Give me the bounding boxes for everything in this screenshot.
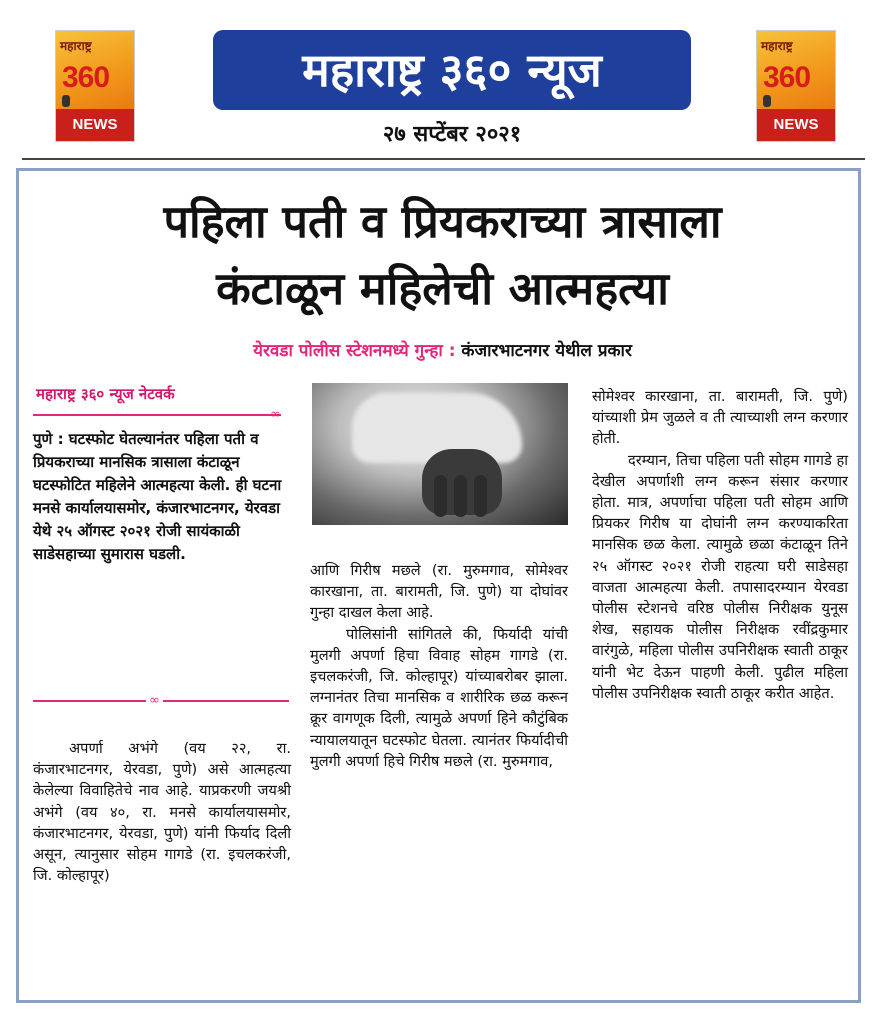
logo-number: 360 — [763, 61, 811, 94]
microphone-icon — [763, 95, 771, 107]
article-lead: पुणे : घटस्फोट घेतल्यानंतर पहिला पती व प्रियकराच्या मानसिक त्रासाला कंटाळून घटस्फोटित महिलेने आत्महत्या केली. ही घटना मनसे कार्यालयासमोर, कंजारभाटनगर, येरवडा येथे २५ ऑगस्ट २०२१ रोजी सायंकाळी साडेसहाच्या सुमारास घडली. — [33, 430, 282, 563]
article-byline: महाराष्ट्र ३६० न्यूज नेटवर्क — [36, 385, 175, 403]
photo-finger-shape — [454, 475, 467, 517]
logo-news-label: NEWS — [56, 109, 134, 141]
brand-logo-left — [55, 30, 135, 142]
logo-news-label: NEWS — [757, 109, 835, 141]
ornament-icon: ∞ — [146, 694, 163, 707]
body-paragraph: पोलिसांनी सांगितले की, फिर्यादी यांची मुलगी अपर्णा हिचा विवाह सोहम गागडे (रा. इचलकरंजी, जि. कोल्हापूर) यांच्याबरोबर झाला. लग्नानंतर तिचा मानसिक व शारीरिक छळ करून क्रूर वागणूक दिली, त्यामुळे अपर्णा हिने कौटुंबिक न्यायालयातून घटस्फोट घेतला. त्यानंतर फिर्यादीची मुलगी अपर्णा हिचे गिरीष मछले (रा. मुरुमगाव, — [310, 625, 568, 770]
photo-finger-shape — [434, 475, 447, 517]
brand-logo-right — [756, 30, 836, 142]
column-1-body — [33, 738, 291, 886]
headline-line-2: कंटाळून महिलेची आत्महत्या — [216, 262, 669, 315]
headline-line-1: पहिला पती व प्रियकराच्या त्रासाला — [163, 195, 722, 248]
masthead-divider — [22, 158, 865, 160]
logo-number: 360 — [62, 61, 110, 94]
body-paragraph: सोमेश्वर कारखाना, ता. बारामती, जि. पुणे) यांच्याशी प्रेम जुळले व ती त्याच्याशी लग्न करणार होती. — [592, 388, 848, 448]
column-2-body — [310, 560, 568, 772]
logo-state-label: महाराष्ट्र — [60, 39, 92, 53]
masthead-title: महाराष्ट्र ३६० न्यूज — [213, 30, 691, 110]
body-paragraph: आणि गिरीष मछले (रा. मुरुमगाव, सोमेश्वर कारखाना, ता. बारामती, जि. पुणे) या दोघांवर गुन्हा दाखल केला आहे. — [310, 562, 568, 622]
photo-finger-shape — [474, 475, 487, 517]
article-photo — [312, 383, 568, 525]
subhead-highlight: येरवडा पोलीस स्टेशनमध्ये गुन्हा : — [253, 341, 456, 361]
ornament-icon: ∞ — [270, 407, 281, 422]
article-headline — [20, 188, 865, 322]
body-paragraph: अपर्णा अभंगे (वय २२, रा. कंजारभाटनगर, येरवडा, पुणे) असे आत्महत्या केलेल्या विवाहितेचे नाव आहे. याप्रकरणी जयश्री अभंगे (वय ४०, रा. मनसे कार्यालयासमोर, कंजारभाटनगर, येरवडा, पुणे) यांनी फिर्याद दिली असून, त्यानुसार सोहम गागडे (रा. इचलकरंजी, जि. कोल्हापूर) — [33, 740, 291, 885]
body-paragraph: दरम्यान, तिचा पहिला पती सोहम गागडे हा देखील अपर्णाशी लग्न करून संसार करणार होता. मात्र, अपर्णाचा पहिला पती सोहम आणि प्रियकर गिरीष या दोघांनी लग्न करण्याकरिता मानसिक छळ केला. त्यामुळे छळा कंटाळून तिने २५ ऑगस्ट २०२१ रोजी राहत्या घरी साडेसहा वाजता आत्महत्या केली. तपासादरम्यान येरवडा पोलीस स्टेशनचे वरिष्ठ पोलीस निरीक्षक युनूस शेख, सहायक पोलीस निरीक्षक रवींद्रकुमार वारंगुळे, महिला पोलीस उपनिरीक्षक स्वाती ठाकूर यांनी भेट देऊन पाहणी केली. पुढील महिला पोलीस उपनिरीक्षक स्वाती ठाकूर करीत आहेत. — [592, 451, 848, 702]
article-subhead — [20, 338, 865, 361]
microphone-icon — [62, 95, 70, 107]
column-3-body — [592, 386, 848, 704]
logo-state-label: महाराष्ट्र — [761, 39, 793, 53]
subhead-text: कंजारभाटनगर येथील प्रकार — [461, 341, 632, 361]
byline-rule — [33, 414, 281, 416]
publication-date: २७ सप्टेंबर २०२१ — [382, 122, 522, 147]
